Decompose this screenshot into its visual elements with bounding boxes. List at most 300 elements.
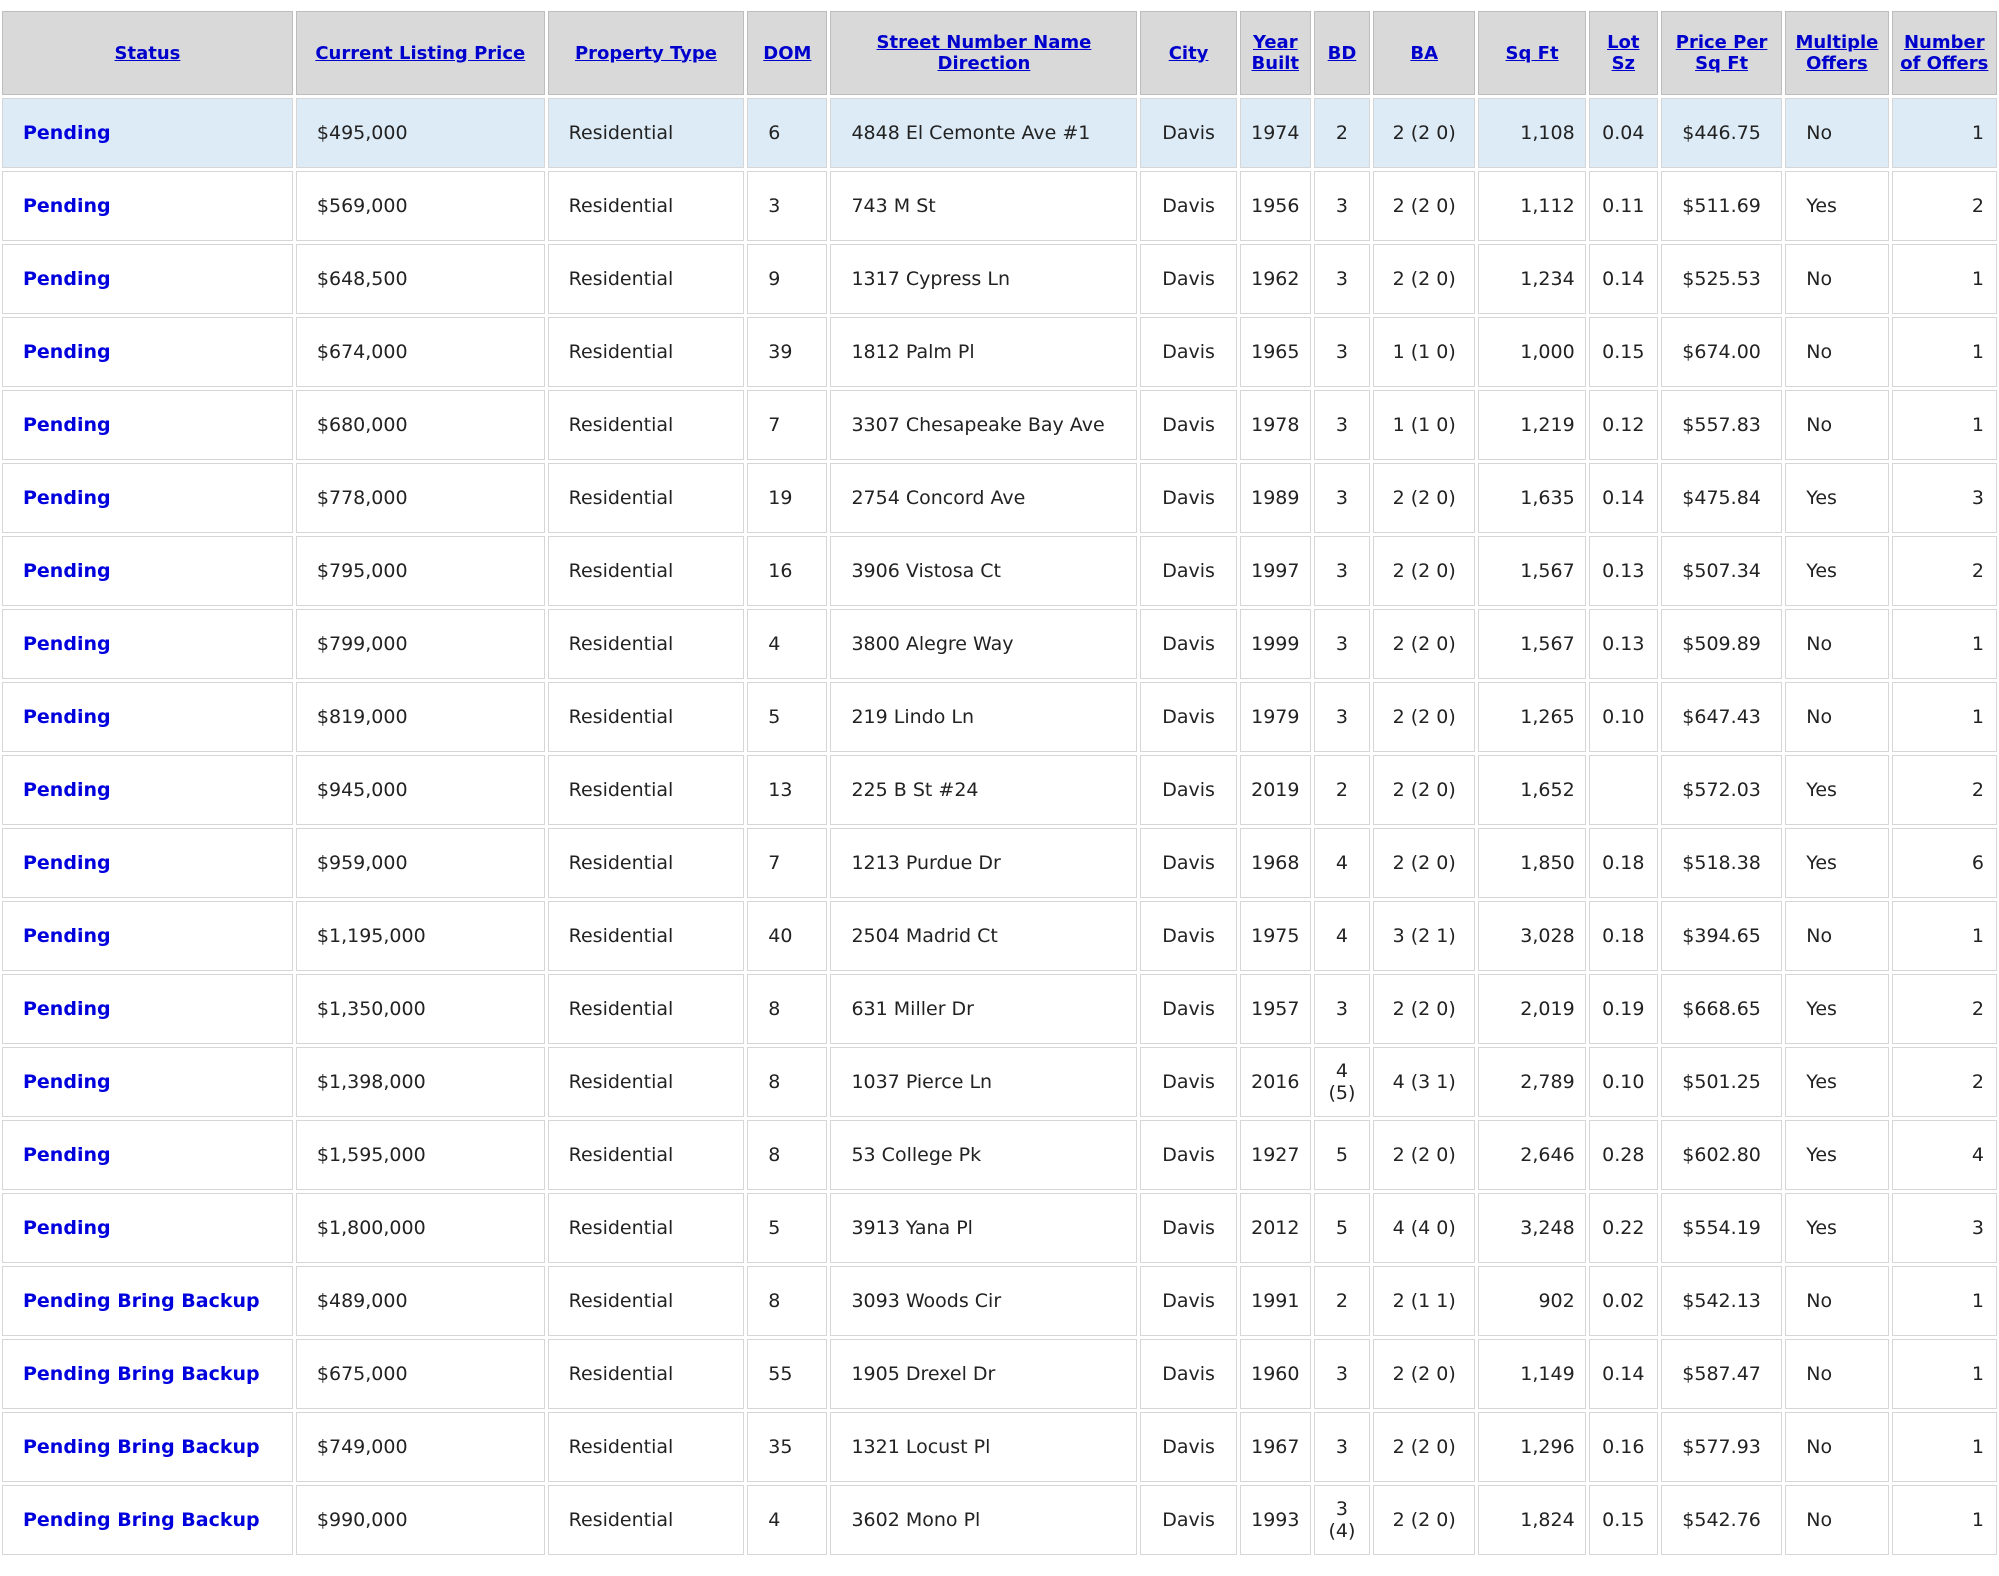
column-header-ba: [1373, 11, 1475, 95]
status-link[interactable]: Pending: [23, 925, 111, 947]
lot-size-cell: 0.19: [1589, 974, 1658, 1044]
status-link[interactable]: Pending: [23, 414, 111, 436]
status-link[interactable]: Pending: [23, 560, 111, 582]
number-of-offers-cell: 4: [1892, 1120, 1997, 1190]
status-link[interactable]: Pending: [23, 1217, 111, 1239]
city-cell: Davis: [1140, 1047, 1236, 1117]
bedrooms-cell: 3: [1314, 1339, 1370, 1409]
status-cell: [2, 1266, 293, 1336]
bathrooms-cell: 2 (2 0): [1373, 1412, 1475, 1482]
sort-link-bd[interactable]: BD: [1327, 42, 1357, 64]
number-of-offers-cell: 1: [1892, 1339, 1997, 1409]
lot-size-cell: 0.22: [1589, 1193, 1658, 1263]
price-cell: $675,000: [296, 1339, 545, 1409]
lot-size-cell: 0.10: [1589, 682, 1658, 752]
dom-cell: 35: [747, 1412, 827, 1482]
price-per-sqft-cell: $542.76: [1661, 1485, 1782, 1555]
city-cell: Davis: [1140, 463, 1236, 533]
property-type-cell: Residential: [548, 1339, 745, 1409]
lot-size-cell: 0.13: [1589, 536, 1658, 606]
bedrooms-cell: 2: [1314, 98, 1370, 168]
sqft-cell: 1,265: [1478, 682, 1585, 752]
sort-link-number-of-offers[interactable]: Number of Offers: [1900, 32, 1989, 74]
street-address-cell: 3602 Mono Pl: [830, 1485, 1137, 1555]
bathrooms-cell: 2 (1 1): [1373, 1266, 1475, 1336]
multiple-offers-cell: No: [1785, 1339, 1888, 1409]
column-header-year-built: [1240, 11, 1311, 95]
city-cell: Davis: [1140, 1266, 1236, 1336]
sqft-cell: 1,149: [1478, 1339, 1585, 1409]
column-header-status: [2, 11, 293, 95]
bathrooms-cell: 2 (2 0): [1373, 244, 1475, 314]
property-type-cell: Residential: [548, 390, 745, 460]
multiple-offers-cell: No: [1785, 1412, 1888, 1482]
property-type-cell: Residential: [548, 463, 745, 533]
year-built-cell: 1991: [1240, 1266, 1311, 1336]
price-cell: $569,000: [296, 171, 545, 241]
multiple-offers-cell: No: [1785, 98, 1888, 168]
sort-link-multiple-offers[interactable]: Multiple Offers: [1795, 32, 1879, 74]
table-row[interactable]: [2, 901, 1997, 971]
bedrooms-cell: 3: [1314, 244, 1370, 314]
status-link[interactable]: Pending: [23, 779, 111, 801]
lot-size-cell: 0.14: [1589, 463, 1658, 533]
bedrooms-cell: 5: [1314, 1193, 1370, 1263]
bedrooms-cell: 3: [1314, 974, 1370, 1044]
column-header-city: [1140, 11, 1236, 95]
status-link[interactable]: Pending: [23, 706, 111, 728]
property-type-cell: Residential: [548, 317, 745, 387]
property-type-cell: Residential: [548, 1412, 745, 1482]
bedrooms-cell: 3 (4): [1314, 1485, 1370, 1555]
year-built-cell: 1974: [1240, 98, 1311, 168]
year-built-cell: 1965: [1240, 317, 1311, 387]
bathrooms-cell: 2 (2 0): [1373, 755, 1475, 825]
street-address-cell: 1037 Pierce Ln: [830, 1047, 1137, 1117]
street-address-cell: 219 Lindo Ln: [830, 682, 1137, 752]
lot-size-cell: 0.18: [1589, 901, 1658, 971]
status-cell: [2, 901, 293, 971]
status-cell: [2, 1412, 293, 1482]
table-row[interactable]: [2, 682, 1997, 752]
status-link[interactable]: Pending Bring Backup: [23, 1436, 260, 1458]
price-cell: $749,000: [296, 1412, 545, 1482]
table-row[interactable]: [2, 609, 1997, 679]
number-of-offers-cell: 1: [1892, 1266, 1997, 1336]
lot-size-cell: 0.04: [1589, 98, 1658, 168]
sqft-cell: 2,019: [1478, 974, 1585, 1044]
property-type-cell: Residential: [548, 1047, 745, 1117]
sort-link-year-built[interactable]: Year Built: [1251, 32, 1300, 74]
sqft-cell: 1,108: [1478, 98, 1585, 168]
status-link[interactable]: Pending Bring Backup: [23, 1509, 260, 1531]
street-address-cell: 3307 Chesapeake Bay Ave: [830, 390, 1137, 460]
price-cell: $959,000: [296, 828, 545, 898]
street-address-cell: 631 Miller Dr: [830, 974, 1137, 1044]
bathrooms-cell: 1 (1 0): [1373, 317, 1475, 387]
year-built-cell: 2016: [1240, 1047, 1311, 1117]
price-per-sqft-cell: $602.80: [1661, 1120, 1782, 1190]
multiple-offers-cell: Yes: [1785, 755, 1888, 825]
property-type-cell: Residential: [548, 755, 745, 825]
status-link[interactable]: Pending Bring Backup: [23, 1290, 260, 1312]
sort-link-property-type[interactable]: Property Type: [574, 42, 717, 64]
listings-table: [0, 8, 1999, 1558]
price-cell: $1,800,000: [296, 1193, 545, 1263]
street-address-cell: 3913 Yana Pl: [830, 1193, 1137, 1263]
dom-cell: 8: [747, 1120, 827, 1190]
column-header-multiple-offers: [1785, 11, 1888, 95]
street-address-cell: 1321 Locust Pl: [830, 1412, 1137, 1482]
year-built-cell: 1956: [1240, 171, 1311, 241]
bedrooms-cell: 2: [1314, 1266, 1370, 1336]
status-link[interactable]: Pending: [23, 852, 111, 874]
table-row[interactable]: [2, 974, 1997, 1044]
sort-link-lot-size[interactable]: Lot Sz: [1607, 32, 1640, 74]
bedrooms-cell: 5: [1314, 1120, 1370, 1190]
street-address-cell: 3800 Alegre Way: [830, 609, 1137, 679]
status-link[interactable]: Pending: [23, 341, 111, 363]
street-address-cell: 1317 Cypress Ln: [830, 244, 1137, 314]
number-of-offers-cell: 2: [1892, 755, 1997, 825]
price-per-sqft-cell: $542.13: [1661, 1266, 1782, 1336]
price-per-sqft-cell: $507.34: [1661, 536, 1782, 606]
street-address-cell: 53 College Pk: [830, 1120, 1137, 1190]
street-address-cell: 3906 Vistosa Ct: [830, 536, 1137, 606]
city-cell: Davis: [1140, 901, 1236, 971]
listings-table-container: [0, 8, 1999, 1558]
sort-link-street[interactable]: Street Number Name Direction: [876, 32, 1092, 74]
sort-link-city[interactable]: City: [1168, 42, 1209, 64]
street-address-cell: 3093 Woods Cir: [830, 1266, 1137, 1336]
lot-size-cell: 0.14: [1589, 244, 1658, 314]
dom-cell: 13: [747, 755, 827, 825]
column-header-price-per-sqft: [1661, 11, 1782, 95]
price-per-sqft-cell: $501.25: [1661, 1047, 1782, 1117]
sqft-cell: 3,248: [1478, 1193, 1585, 1263]
table-row[interactable]: [2, 98, 1997, 168]
multiple-offers-cell: No: [1785, 317, 1888, 387]
city-cell: Davis: [1140, 1412, 1236, 1482]
table-row[interactable]: [2, 171, 1997, 241]
dom-cell: 3: [747, 171, 827, 241]
table-row[interactable]: [2, 755, 1997, 825]
lot-size-cell: 0.15: [1589, 317, 1658, 387]
dom-cell: 19: [747, 463, 827, 533]
property-type-cell: Residential: [548, 609, 745, 679]
sort-link-sqft[interactable]: Sq Ft: [1505, 42, 1559, 64]
status-cell: [2, 317, 293, 387]
dom-cell: 8: [747, 1047, 827, 1117]
header-row: [2, 11, 1997, 95]
table-row[interactable]: [2, 1266, 1997, 1336]
price-cell: $778,000: [296, 463, 545, 533]
year-built-cell: 1957: [1240, 974, 1311, 1044]
bedrooms-cell: 3: [1314, 682, 1370, 752]
multiple-offers-cell: No: [1785, 1485, 1888, 1555]
number-of-offers-cell: 2: [1892, 536, 1997, 606]
city-cell: Davis: [1140, 682, 1236, 752]
table-row[interactable]: [2, 390, 1997, 460]
sort-link-price-per-sqft[interactable]: Price Per Sq Ft: [1675, 32, 1768, 74]
bedrooms-cell: 3: [1314, 390, 1370, 460]
city-cell: Davis: [1140, 98, 1236, 168]
lot-size-cell: 0.13: [1589, 609, 1658, 679]
sort-link-status[interactable]: Status: [114, 42, 181, 64]
column-header-dom: [747, 11, 827, 95]
sqft-cell: 1,824: [1478, 1485, 1585, 1555]
column-header-bd: [1314, 11, 1370, 95]
multiple-offers-cell: Yes: [1785, 536, 1888, 606]
sqft-cell: 1,850: [1478, 828, 1585, 898]
sqft-cell: 2,789: [1478, 1047, 1585, 1117]
street-address-cell: 1213 Purdue Dr: [830, 828, 1137, 898]
year-built-cell: 2019: [1240, 755, 1311, 825]
status-cell: [2, 682, 293, 752]
price-per-sqft-cell: $587.47: [1661, 1339, 1782, 1409]
sqft-cell: 902: [1478, 1266, 1585, 1336]
column-header-number-of-offers: [1892, 11, 1997, 95]
price-cell: $1,350,000: [296, 974, 545, 1044]
year-built-cell: 1927: [1240, 1120, 1311, 1190]
number-of-offers-cell: 1: [1892, 1485, 1997, 1555]
bedrooms-cell: 3: [1314, 536, 1370, 606]
street-address-cell: 743 M St: [830, 171, 1137, 241]
price-cell: $990,000: [296, 1485, 545, 1555]
street-address-cell: 4848 El Cemonte Ave #1: [830, 98, 1137, 168]
table-row[interactable]: [2, 1120, 1997, 1190]
lot-size-cell: 0.02: [1589, 1266, 1658, 1336]
table-row[interactable]: [2, 1339, 1997, 1409]
price-per-sqft-cell: $518.38: [1661, 828, 1782, 898]
table-row[interactable]: [2, 1412, 1997, 1482]
number-of-offers-cell: 1: [1892, 901, 1997, 971]
sqft-cell: 1,296: [1478, 1412, 1585, 1482]
bathrooms-cell: 2 (2 0): [1373, 1339, 1475, 1409]
table-row[interactable]: [2, 1193, 1997, 1263]
number-of-offers-cell: 1: [1892, 98, 1997, 168]
status-cell: [2, 974, 293, 1044]
status-cell: [2, 1485, 293, 1555]
year-built-cell: 1979: [1240, 682, 1311, 752]
status-cell: [2, 609, 293, 679]
sqft-cell: 2,646: [1478, 1120, 1585, 1190]
property-type-cell: Residential: [548, 98, 745, 168]
status-cell: [2, 755, 293, 825]
lot-size-cell: 0.12: [1589, 390, 1658, 460]
column-header-property-type: [548, 11, 745, 95]
status-cell: [2, 536, 293, 606]
status-link[interactable]: Pending Bring Backup: [23, 1363, 260, 1385]
year-built-cell: 1960: [1240, 1339, 1311, 1409]
status-link[interactable]: Pending: [23, 268, 111, 290]
price-per-sqft-cell: $394.65: [1661, 901, 1782, 971]
bathrooms-cell: 4 (3 1): [1373, 1047, 1475, 1117]
property-type-cell: Residential: [548, 536, 745, 606]
price-per-sqft-cell: $572.03: [1661, 755, 1782, 825]
bedrooms-cell: 2: [1314, 755, 1370, 825]
city-cell: Davis: [1140, 755, 1236, 825]
dom-cell: 40: [747, 901, 827, 971]
street-address-cell: 225 B St #24: [830, 755, 1137, 825]
year-built-cell: 1967: [1240, 1412, 1311, 1482]
property-type-cell: Residential: [548, 1193, 745, 1263]
status-link[interactable]: Pending: [23, 487, 111, 509]
sort-link-dom[interactable]: DOM: [763, 42, 812, 64]
year-built-cell: 1997: [1240, 536, 1311, 606]
price-per-sqft-cell: $557.83: [1661, 390, 1782, 460]
city-cell: Davis: [1140, 1485, 1236, 1555]
bathrooms-cell: 2 (2 0): [1373, 98, 1475, 168]
bathrooms-cell: 1 (1 0): [1373, 390, 1475, 460]
lot-size-cell: 0.28: [1589, 1120, 1658, 1190]
sqft-cell: 1,652: [1478, 755, 1585, 825]
bathrooms-cell: 2 (2 0): [1373, 536, 1475, 606]
sqft-cell: 3,028: [1478, 901, 1585, 971]
price-cell: $795,000: [296, 536, 545, 606]
status-link[interactable]: Pending: [23, 1144, 111, 1166]
street-address-cell: 1812 Palm Pl: [830, 317, 1137, 387]
bedrooms-cell: 4: [1314, 828, 1370, 898]
status-link[interactable]: Pending: [23, 195, 111, 217]
dom-cell: 8: [747, 974, 827, 1044]
lot-size-cell: 0.18: [1589, 828, 1658, 898]
lot-size-cell: [1589, 755, 1658, 825]
bathrooms-cell: 4 (4 0): [1373, 1193, 1475, 1263]
sqft-cell: 1,112: [1478, 171, 1585, 241]
year-built-cell: 1975: [1240, 901, 1311, 971]
number-of-offers-cell: 1: [1892, 1412, 1997, 1482]
bedrooms-cell: 3: [1314, 1412, 1370, 1482]
price-per-sqft-cell: $674.00: [1661, 317, 1782, 387]
status-cell: [2, 828, 293, 898]
column-header-price: [296, 11, 545, 95]
number-of-offers-cell: 1: [1892, 609, 1997, 679]
dom-cell: 6: [747, 98, 827, 168]
status-link[interactable]: Pending: [23, 122, 111, 144]
year-built-cell: 2012: [1240, 1193, 1311, 1263]
street-address-cell: 2504 Madrid Ct: [830, 901, 1137, 971]
price-per-sqft-cell: $511.69: [1661, 171, 1782, 241]
year-built-cell: 1989: [1240, 463, 1311, 533]
sort-link-ba[interactable]: BA: [1410, 42, 1439, 64]
status-cell: [2, 1047, 293, 1117]
number-of-offers-cell: 1: [1892, 244, 1997, 314]
price-per-sqft-cell: $475.84: [1661, 463, 1782, 533]
dom-cell: 9: [747, 244, 827, 314]
sqft-cell: 1,567: [1478, 536, 1585, 606]
table-row[interactable]: [2, 536, 1997, 606]
property-type-cell: Residential: [548, 828, 745, 898]
street-address-cell: 2754 Concord Ave: [830, 463, 1137, 533]
dom-cell: 5: [747, 682, 827, 752]
sort-link-price[interactable]: Current Listing Price: [315, 42, 526, 64]
dom-cell: 8: [747, 1266, 827, 1336]
year-built-cell: 1978: [1240, 390, 1311, 460]
status-cell: [2, 1120, 293, 1190]
number-of-offers-cell: 3: [1892, 1193, 1997, 1263]
dom-cell: 5: [747, 1193, 827, 1263]
dom-cell: 39: [747, 317, 827, 387]
status-cell: [2, 463, 293, 533]
bedrooms-cell: 3: [1314, 463, 1370, 533]
status-link[interactable]: Pending: [23, 998, 111, 1020]
number-of-offers-cell: 2: [1892, 1047, 1997, 1117]
table-row[interactable]: [2, 463, 1997, 533]
price-cell: $1,595,000: [296, 1120, 545, 1190]
city-cell: Davis: [1140, 1193, 1236, 1263]
bathrooms-cell: 3 (2 1): [1373, 901, 1475, 971]
status-link[interactable]: Pending: [23, 633, 111, 655]
price-cell: $1,195,000: [296, 901, 545, 971]
bathrooms-cell: 2 (2 0): [1373, 828, 1475, 898]
city-cell: Davis: [1140, 1120, 1236, 1190]
year-built-cell: 1993: [1240, 1485, 1311, 1555]
number-of-offers-cell: 3: [1892, 463, 1997, 533]
number-of-offers-cell: 1: [1892, 390, 1997, 460]
multiple-offers-cell: No: [1785, 1266, 1888, 1336]
listings-table-body: [2, 98, 1997, 1555]
multiple-offers-cell: Yes: [1785, 1047, 1888, 1117]
table-row[interactable]: [2, 1047, 1997, 1117]
bathrooms-cell: 2 (2 0): [1373, 171, 1475, 241]
year-built-cell: 1968: [1240, 828, 1311, 898]
column-header-lot-size: [1589, 11, 1658, 95]
bathrooms-cell: 2 (2 0): [1373, 1120, 1475, 1190]
property-type-cell: Residential: [548, 171, 745, 241]
price-cell: $489,000: [296, 1266, 545, 1336]
sqft-cell: 1,234: [1478, 244, 1585, 314]
number-of-offers-cell: 2: [1892, 171, 1997, 241]
price-cell: $799,000: [296, 609, 545, 679]
multiple-offers-cell: No: [1785, 901, 1888, 971]
city-cell: Davis: [1140, 1339, 1236, 1409]
multiple-offers-cell: No: [1785, 682, 1888, 752]
bathrooms-cell: 2 (2 0): [1373, 463, 1475, 533]
bathrooms-cell: 2 (2 0): [1373, 682, 1475, 752]
number-of-offers-cell: 2: [1892, 974, 1997, 1044]
column-header-sqft: [1478, 11, 1585, 95]
price-per-sqft-cell: $577.93: [1661, 1412, 1782, 1482]
bathrooms-cell: 2 (2 0): [1373, 609, 1475, 679]
city-cell: Davis: [1140, 244, 1236, 314]
property-type-cell: Residential: [548, 244, 745, 314]
dom-cell: 7: [747, 828, 827, 898]
city-cell: Davis: [1140, 828, 1236, 898]
price-cell: $648,500: [296, 244, 545, 314]
status-cell: [2, 244, 293, 314]
property-type-cell: Residential: [548, 1120, 745, 1190]
status-link[interactable]: Pending: [23, 1071, 111, 1093]
dom-cell: 4: [747, 1485, 827, 1555]
table-row[interactable]: [2, 317, 1997, 387]
city-cell: Davis: [1140, 390, 1236, 460]
dom-cell: 4: [747, 609, 827, 679]
table-row[interactable]: [2, 1485, 1997, 1555]
table-row[interactable]: [2, 828, 1997, 898]
lot-size-cell: 0.15: [1589, 1485, 1658, 1555]
multiple-offers-cell: Yes: [1785, 1120, 1888, 1190]
city-cell: Davis: [1140, 536, 1236, 606]
price-per-sqft-cell: $446.75: [1661, 98, 1782, 168]
street-address-cell: 1905 Drexel Dr: [830, 1339, 1137, 1409]
multiple-offers-cell: No: [1785, 609, 1888, 679]
multiple-offers-cell: No: [1785, 390, 1888, 460]
price-cell: $495,000: [296, 98, 545, 168]
table-row[interactable]: [2, 244, 1997, 314]
bathrooms-cell: 2 (2 0): [1373, 1485, 1475, 1555]
city-cell: Davis: [1140, 609, 1236, 679]
